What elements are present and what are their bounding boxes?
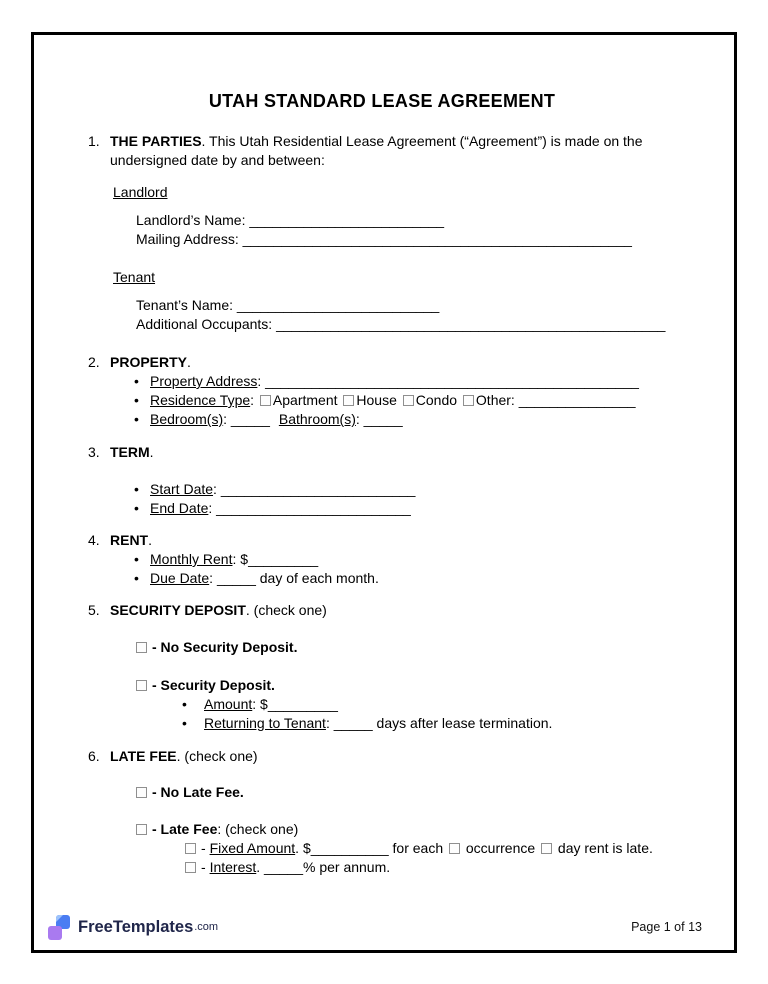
landlord-subheading: Landlord xyxy=(113,184,168,200)
fixed-amount-blank: __________ xyxy=(310,840,389,856)
start-date-blank: _________________________ xyxy=(220,481,416,497)
bedroom-blank: _____ xyxy=(230,411,270,427)
checkbox-other-icon[interactable] xyxy=(463,395,474,406)
deposit-amount-blank: _________ xyxy=(267,696,338,712)
property-address-item xyxy=(134,372,720,391)
interest-sep: . xyxy=(256,859,265,875)
section-property-suffix: . xyxy=(187,354,191,370)
no-security-deposit-label: - No Security Deposit. xyxy=(152,639,298,655)
section-late-fee-heading: LATE FEE xyxy=(110,748,177,764)
due-date-line xyxy=(150,569,379,588)
section-parties-number: 1. xyxy=(88,133,100,149)
checkbox-late-fee-icon[interactable] xyxy=(136,824,147,835)
deposit-returning-suffix: days after lease termination. xyxy=(372,715,553,731)
deposit-returning-blank: _____ xyxy=(333,715,373,731)
page-footer xyxy=(48,910,702,944)
late-fee-option xyxy=(136,820,720,839)
tenant-subheading: Tenant xyxy=(113,269,156,285)
section-property-heading: PROPERTY xyxy=(110,354,188,370)
bullet-icon xyxy=(134,372,150,391)
bullet-icon xyxy=(134,550,150,569)
section-late-fee-suffix: . (check one) xyxy=(176,748,258,764)
deposit-amount-label: Amount xyxy=(204,696,253,712)
bullet-icon xyxy=(134,569,150,588)
fixed-amount-sep: . $ xyxy=(295,840,311,856)
section-deposit-heading-wrap xyxy=(110,601,327,620)
deposit-amount-sep: : $ xyxy=(252,696,268,712)
end-date-label: End Date xyxy=(150,500,209,516)
due-date-item xyxy=(134,569,720,588)
checkbox-no-security-deposit-icon[interactable] xyxy=(136,642,147,653)
deposit-amount-item xyxy=(182,695,720,714)
section-rent-number: 4. xyxy=(88,532,100,548)
interest-option xyxy=(185,858,720,877)
page-border xyxy=(31,32,737,953)
due-date-blank: _____ xyxy=(216,570,256,586)
mailing-address-field xyxy=(136,230,720,249)
checkbox-condo-icon[interactable] xyxy=(403,395,414,406)
start-date-line xyxy=(150,480,415,499)
tenant-name-blank: __________________________ xyxy=(236,297,440,313)
residence-option-apartment: Apartment xyxy=(272,392,338,408)
section-term xyxy=(88,443,720,462)
document-body xyxy=(34,35,734,950)
fixed-amount-label: Fixed Amount xyxy=(209,840,296,856)
freetemplates-brand xyxy=(48,915,218,940)
section-parties xyxy=(88,132,720,170)
end-date-item xyxy=(134,499,720,518)
security-deposit-label: - Security Deposit. xyxy=(152,677,275,693)
section-term-heading: TERM xyxy=(110,444,150,460)
bedroom-sep: : xyxy=(223,411,231,427)
section-deposit-suffix: . (check one) xyxy=(245,602,327,618)
additional-occupants-label: Additional Occupants: xyxy=(136,316,277,332)
due-date-sep: : xyxy=(209,570,217,586)
residence-option-condo: Condo xyxy=(415,392,458,408)
late-fee-label: - Late Fee xyxy=(152,821,218,837)
residence-type-line xyxy=(150,391,636,410)
checkbox-security-deposit-icon[interactable] xyxy=(136,680,147,691)
deposit-returning-line xyxy=(204,714,552,733)
no-late-fee-option xyxy=(136,783,720,802)
monthly-rent-line xyxy=(150,550,318,569)
landlord-name-label: Landlord’s Name: xyxy=(136,212,250,228)
no-security-deposit-option xyxy=(136,638,720,657)
deposit-returning-sep: : xyxy=(325,715,334,731)
checkbox-fixed-amount-icon[interactable] xyxy=(185,843,196,854)
bathroom-sep: : xyxy=(355,411,364,427)
section-rent-heading: RENT xyxy=(110,532,149,548)
tenant-name-field xyxy=(136,296,720,315)
bullet-icon xyxy=(182,695,204,714)
day-rent-late-label: day rent is late. xyxy=(554,840,653,856)
section-term-heading-wrap xyxy=(110,443,154,462)
mailing-address-blank: __________________________________________________ xyxy=(242,231,632,247)
interest-blank: _____ xyxy=(264,859,303,875)
section-term-suffix: . xyxy=(149,444,154,460)
section-parties-intro xyxy=(110,132,688,170)
no-late-fee-label: - No Late Fee. xyxy=(152,784,244,800)
section-deposit-number: 5. xyxy=(88,602,100,618)
brand-name: FreeTemplates xyxy=(78,917,194,936)
bullet-icon xyxy=(134,499,150,518)
brand-suffix: .com xyxy=(194,921,219,933)
document-title: UTAH STANDARD LEASE AGREEMENT xyxy=(208,91,556,111)
checkbox-occurrence-icon[interactable] xyxy=(449,843,460,854)
end-date-blank: _________________________ xyxy=(216,500,411,516)
occurrence-label: occurrence xyxy=(462,840,540,856)
residence-other-blank: _______________ xyxy=(518,392,636,408)
tenant-fields xyxy=(136,296,720,334)
due-date-label: Due Date xyxy=(150,570,210,586)
security-deposit-option xyxy=(136,676,720,695)
property-address-label: Property Address xyxy=(150,373,258,389)
residence-type-item xyxy=(134,391,720,410)
checkbox-no-late-fee-icon[interactable] xyxy=(136,787,147,798)
fixed-amount-mid: for each xyxy=(388,840,447,856)
logo-page-purple-icon xyxy=(48,926,62,940)
monthly-rent-item xyxy=(134,550,720,569)
start-date-label: Start Date xyxy=(150,481,214,497)
residence-option-other: Other: xyxy=(475,392,519,408)
section-property xyxy=(88,353,720,372)
section-term-number: 3. xyxy=(88,444,100,460)
deposit-returning-label: Returning to Tenant xyxy=(204,715,326,731)
monthly-rent-blank: _________ xyxy=(248,551,319,567)
bathroom-blank: _____ xyxy=(363,411,403,427)
fixed-amount-option xyxy=(185,839,720,858)
checkbox-apartment-icon[interactable] xyxy=(260,395,271,406)
landlord-fields xyxy=(136,211,720,249)
mailing-address-label: Mailing Address: xyxy=(136,231,243,247)
monthly-rent-label: Monthly Rent xyxy=(150,551,233,567)
deposit-amount-line xyxy=(204,695,338,714)
landlord-name-field xyxy=(136,211,720,230)
freetemplates-logo-icon xyxy=(48,915,71,940)
section-property-number: 2. xyxy=(88,354,100,370)
section-rent xyxy=(88,531,720,550)
checkbox-day-rent-late-icon[interactable] xyxy=(541,843,552,854)
start-date-item xyxy=(134,480,720,499)
interest-dash: - xyxy=(201,859,210,875)
bullet-icon xyxy=(134,391,150,410)
section-parties-text: . This Utah Residential Lease Agreement (“Agreement”) is made on the undersigned date by and between: xyxy=(110,133,643,168)
residence-option-house: House xyxy=(356,392,397,408)
property-address-sep: : xyxy=(257,373,266,389)
bullet-icon xyxy=(182,714,204,733)
additional-occupants-blank: __________________________________________________ xyxy=(276,316,666,332)
landlord-name-blank: _________________________ xyxy=(249,212,445,228)
start-date-sep: : xyxy=(213,481,221,497)
property-address-blank: ________________________________________________ xyxy=(265,373,639,389)
bedroom-bathroom-line xyxy=(150,410,403,429)
end-date-sep: : xyxy=(208,500,217,516)
due-date-suffix: day of each month. xyxy=(255,570,379,586)
section-property-heading-wrap xyxy=(110,353,191,372)
section-late-fee-heading-wrap xyxy=(110,747,258,766)
monthly-rent-sep: : $ xyxy=(232,551,249,567)
bullet-icon xyxy=(134,410,150,429)
additional-occupants-field xyxy=(136,315,720,334)
section-parties-heading: THE PARTIES xyxy=(110,133,202,149)
section-deposit-heading: SECURITY DEPOSIT xyxy=(110,602,246,618)
bullet-icon xyxy=(134,480,150,499)
residence-type-label: Residence Type xyxy=(150,392,251,408)
checkbox-house-icon[interactable] xyxy=(343,395,354,406)
section-late-fee xyxy=(88,747,720,766)
deposit-returning-item xyxy=(182,714,720,733)
page-number: Page 1 of 13 xyxy=(631,920,702,934)
tenant-name-label: Tenant’s Name: xyxy=(136,297,237,313)
interest-label: Interest xyxy=(209,859,257,875)
fixed-amount-dash: - xyxy=(201,840,210,856)
section-rent-heading-wrap xyxy=(110,531,152,550)
residence-type-sep: : xyxy=(250,392,258,408)
section-late-fee-number: 6. xyxy=(88,748,100,764)
late-fee-label-rest: : (check one) xyxy=(217,821,299,837)
interest-suffix: % per annum. xyxy=(302,859,391,875)
end-date-line xyxy=(150,499,411,518)
checkbox-interest-icon[interactable] xyxy=(185,862,196,873)
bedroom-bathroom-item xyxy=(134,410,720,429)
bathroom-label: Bathroom(s) xyxy=(278,411,356,427)
section-rent-suffix: . xyxy=(148,532,153,548)
bedroom-label: Bedroom(s) xyxy=(150,411,224,427)
section-deposit xyxy=(88,601,720,620)
property-address-line xyxy=(150,372,639,391)
